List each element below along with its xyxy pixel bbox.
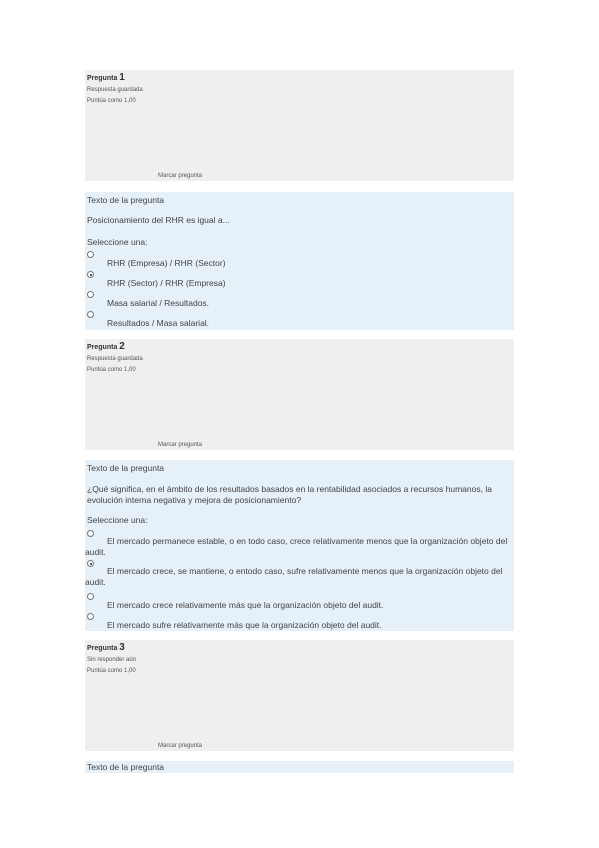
- question-number: Pregunta 2: [87, 341, 125, 352]
- answer-label: Masa salarial / Resultados.: [107, 298, 210, 308]
- radio-button[interactable]: [87, 593, 94, 600]
- question-2-content: [85, 460, 514, 631]
- question-1-info: [85, 70, 514, 181]
- radio-button[interactable]: [87, 291, 94, 298]
- select-one-prompt: Seleccione una:: [87, 237, 148, 247]
- answer-label: El mercado permanece estable, o en todo caso, crece relativamente menos que la organización objeto del audit.: [85, 536, 508, 557]
- question-grade: Puntúa como 1,00: [87, 98, 136, 104]
- answer-label: El mercado sufre relativamente más que la organización objeto del audit.: [107, 620, 382, 630]
- question-text-header: Texto de la pregunta: [87, 195, 165, 205]
- answer-option[interactable]: [85, 529, 514, 557]
- answer-option[interactable]: [85, 559, 514, 587]
- question-3-info: [85, 640, 514, 751]
- radio-button[interactable]: [87, 251, 94, 258]
- answer-label: Resultados / Masa salarial.: [107, 318, 210, 328]
- question-text-header: Texto de la pregunta: [87, 762, 165, 772]
- question-1-content: [85, 192, 514, 330]
- flag-question-link[interactable]: Marcar pregunta: [158, 743, 203, 749]
- question-grade: Puntúa como 1,00: [87, 367, 136, 373]
- answer-label: RHR (Empresa) / RHR (Sector): [107, 258, 226, 268]
- answer-label: RHR (Sector) / RHR (Empresa): [107, 278, 226, 288]
- flag-question-link[interactable]: Marcar pregunta: [158, 442, 203, 448]
- flag-question-link[interactable]: Marcar pregunta: [158, 173, 203, 179]
- question-text-header: Texto de la pregunta: [87, 463, 165, 473]
- answer-option[interactable]: [85, 310, 514, 330]
- question-2-info: [85, 339, 514, 450]
- answer-option[interactable]: [85, 290, 514, 310]
- radio-button-selected[interactable]: [87, 271, 94, 278]
- radio-button[interactable]: [87, 613, 94, 620]
- answer-label: El mercado crece relativamente más que la organización objeto del audit.: [107, 600, 384, 610]
- question-number: Pregunta 3: [87, 642, 125, 653]
- answer-option[interactable]: [85, 612, 514, 630]
- question-text: ¿Qué significa, en el ámbito de los resultados basados en la rentabilidad asociados a recursos humanos, la evolución interna negativa y mejora de posicionamiento?: [87, 484, 492, 505]
- question-number: Pregunta 1: [87, 72, 125, 83]
- question-state: Respuesta guardada: [87, 87, 143, 93]
- radio-button[interactable]: [87, 311, 94, 318]
- question-grade: Puntúa como 1,00: [87, 668, 136, 674]
- question-state: Sin responder aún: [87, 657, 137, 663]
- answer-option[interactable]: [85, 250, 514, 270]
- question-text: Posicionamiento del RHR es igual a...: [87, 215, 230, 225]
- answer-label: El mercado crece, se mantiene, o entodo caso, sufre relativamente menos que la organización objeto del audit.: [85, 566, 503, 587]
- question-3-content: [85, 761, 514, 773]
- question-state: Respuesta guardada: [87, 356, 143, 362]
- answer-option[interactable]: [85, 270, 514, 290]
- select-one-prompt: Seleccione una:: [87, 515, 148, 525]
- answer-option[interactable]: [85, 592, 514, 610]
